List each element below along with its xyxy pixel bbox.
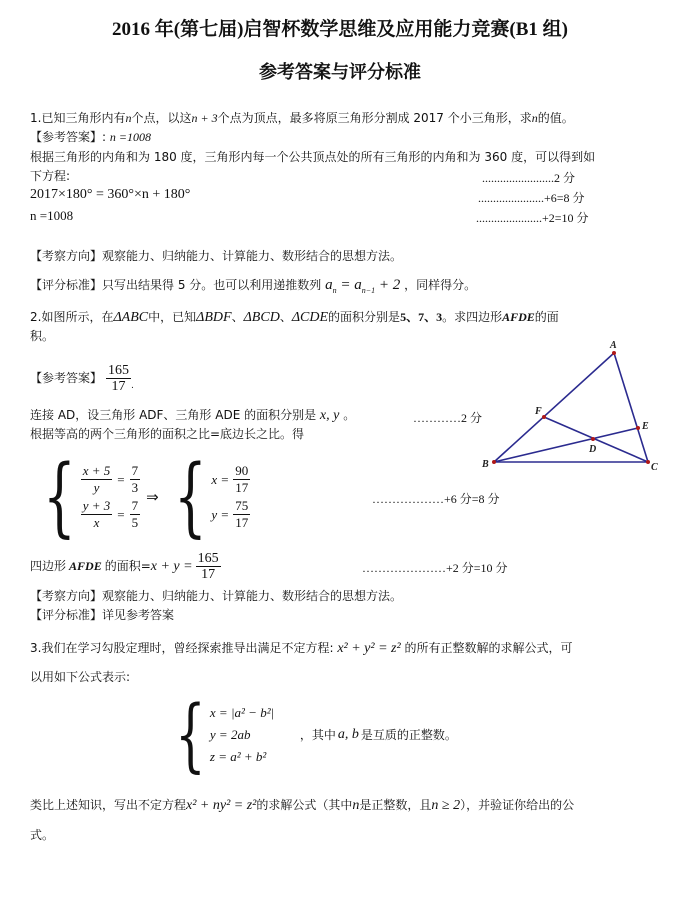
triangle-abc: ΔABC [113,310,149,325]
eq2-rhs [130,498,141,531]
eq2-num: y + 3 [82,498,111,513]
label-a: A [610,340,617,351]
figure-points [492,351,650,464]
point-f [542,415,546,419]
q2-areas: 5、7、3 [400,310,443,324]
q2-score-3: …………………+2 分=10 分 [362,561,508,575]
eq2-rden: 5 [131,515,139,530]
eq1-rnum: 7 [131,463,139,478]
segment-ac [614,353,648,462]
q3-text: 3.我们在学习勾股定理时，曾经探索推导出满足不定方程: [30,641,334,655]
eq2-rnum: 7 [131,498,139,513]
q2-text: 。求四边形 [442,310,503,324]
figure-lines [494,353,648,462]
direction-text: 观察能力、归纳能力、计算能力、数形结合的思想方法。 [102,589,403,603]
answer-label: 【参考答案】: [30,130,107,144]
q1-score-2: ......................+6=8 分 [478,191,585,205]
q2-step1 [30,408,355,423]
formula-vars: a, b [337,727,359,742]
direction-label: 【考察方向】 [30,589,103,603]
criteria-text: 详见参考答案 [102,608,175,622]
q2-score-1: …………2 分 [413,411,483,425]
q2-criteria [30,608,174,623]
area-text: 的面积= [104,558,151,573]
eq1-num: x + 5 [82,463,111,478]
q1-var-n: n [125,111,132,125]
point-a [612,351,616,355]
q2-statement-end: 积。 [30,329,55,343]
formula-lines [210,705,300,765]
left-brace-icon: { [42,447,76,547]
fraction-numerator: 165 [108,362,130,378]
equals-sign: = [117,506,125,522]
eq1-rden: 3 [131,480,139,495]
criteria-label: 【评分标准】 [30,278,103,292]
system-solutions [211,463,250,531]
q3-task [30,798,574,813]
q3-text: 的求解公式（其中 [256,798,353,812]
y-num: 75 [235,498,249,513]
formula-note: 是互质的正整数。 [360,727,457,742]
task-equation: x² + ny² = z² [186,798,257,813]
quad-afde: AFDE [502,310,535,324]
answer-value: n =1008 [109,130,151,144]
point-d [591,437,595,441]
q3-text: 的所有正整数解的求解公式，可 [404,641,573,655]
q1-result: n =1008 [30,208,74,223]
q3-text: ），并验证你给出的公 [460,798,575,812]
q2-area-line [30,546,221,586]
q3-text: 类比上述知识，写出不定方程 [30,798,187,812]
q2-text: 的面 [534,310,559,324]
q1-score-3: ......................+2=10 分 [476,211,589,225]
q3-statement [30,641,573,656]
q2-vars: x, y [319,408,340,423]
point-b [492,460,496,464]
label-b: B [482,459,489,470]
x-num: 90 [235,463,249,478]
eq1-lhs [81,463,113,496]
criteria-text: 只写出结果得 5 分。也可以利用递推数列 [102,278,322,292]
formula-x: x = |a² − b²| [209,705,275,720]
x-den: 17 [235,480,249,495]
direction-label: 【考察方向】 [30,249,103,263]
left-brace-icon: { [175,688,206,781]
solution-x [211,463,250,496]
left-brace-icon: { [173,447,207,547]
q1-expr: n + 3 [191,111,218,125]
page-title: 2016 年(第七届)启智杯数学思维及应用能力竞赛(B1 组) [112,19,568,40]
equation-1 [81,463,140,496]
label-d: D [589,444,597,455]
formula-z: z = a² + b² [209,749,267,764]
q2-text: 中，已知 [148,310,197,324]
direction-text: 观察能力、归纳能力、计算能力、数形结合的思想方法。 [102,249,403,263]
area-text: 四边形 [30,558,67,573]
q3-text: 是正整数，且 [359,798,432,812]
q1-text: 1.已知三角形内有 [30,111,126,125]
area-den: 17 [201,566,216,582]
q2-score-2: ………………+6 分=8 分 [372,492,500,506]
q1-direction [30,249,402,264]
pythagorean-equation: x² + y² = z² [337,641,401,656]
q1-text: 的值。 [537,111,574,125]
q2-text: 2.如图所示，在 [30,310,114,324]
formula-y: y = 2ab [209,727,251,742]
label-e: E [642,421,649,432]
eq2-lhs [81,498,113,531]
task-var-n: n [352,798,360,813]
q2-sep: 、 [279,310,292,324]
x-value [233,463,250,496]
point-c [646,460,650,464]
q2-statement [30,310,559,325]
y-label: y = [211,506,230,522]
q2-text: 的面积分别是 [328,310,401,324]
q1-explain-line2: 下方程: [30,169,71,183]
q3-task-end: 式。 [30,828,55,842]
task-condition: n ≥ 2 [431,798,461,813]
x-label: x = [211,471,230,487]
y-den: 17 [235,515,249,530]
criteria-label: 【评分标准】 [30,608,103,622]
q1-text: 个点，以这 [131,111,192,125]
q1-text: 个点为顶点，最多将原三角形分割成 2017 个小三角形，求 [217,111,532,125]
page-subtitle: 参考答案与评分标准 [259,62,421,83]
answer-dot: . [131,380,134,391]
eq2-den: x [93,515,100,530]
eq1-den: y [93,480,100,495]
fraction-denominator: 17 [111,378,126,394]
triangle-bdf: ΔBDF [196,310,232,325]
q1-answer [30,130,151,145]
eq1-rhs [130,463,141,496]
triangle-cde: ΔCDE [291,310,329,325]
q2-step2: 根据等高的两个三角形的面积之比=底边长之比。得 [30,427,305,441]
answer-label: 【参考答案】 [30,370,103,385]
q1-criteria [30,278,476,298]
triangle-bcd: ΔBCD [243,310,280,325]
area-expr: x + y = [150,558,193,574]
q1-score-1: ........................2 分 [482,171,576,185]
triangle-figure [470,330,670,480]
q1-var-n: n [531,111,538,125]
equation-system [32,447,250,547]
q1-statement [30,111,574,126]
area-fraction [196,551,221,582]
pythagorean-formula [165,688,457,781]
system-equations [81,463,140,531]
area-num: 165 [197,550,219,566]
equals-sign: = [117,471,125,487]
point-e [636,426,640,430]
quad-afde: AFDE [69,558,102,573]
criteria-text: ，同样得分。 [404,278,477,292]
y-value [233,498,250,531]
q3-statement-line2: 以用如下公式表示: [30,670,131,684]
q1-explain-line1: 根据三角形的内角和为 180 度，三角形内每一个公共顶点处的所有三角形的内角和为 360 度，可以得到如 [30,150,596,164]
recurrence-formula: $a_n = a_{n-1} + 2$ [325,277,401,295]
label-c: C [651,462,658,473]
q1-equation: 2017×180° = 360°×n + 180° [30,187,191,202]
implies-arrow-icon: ⇒ [146,489,159,506]
formula-note: ，其中 [299,727,336,742]
label-f: F [535,406,542,417]
q2-direction [30,589,402,604]
q2-step-text: 连接 AD，设三角形 ADF、三角形 ADE 的面积分别是 [30,408,317,422]
answer-fraction [106,363,131,394]
segment-be [494,428,638,462]
q2-step-text: 。 [343,408,356,422]
q2-sep: 、 [231,310,244,324]
solution-y [211,498,250,531]
equation-2 [81,498,140,531]
segment-fc [544,417,648,462]
q2-answer [30,358,134,398]
